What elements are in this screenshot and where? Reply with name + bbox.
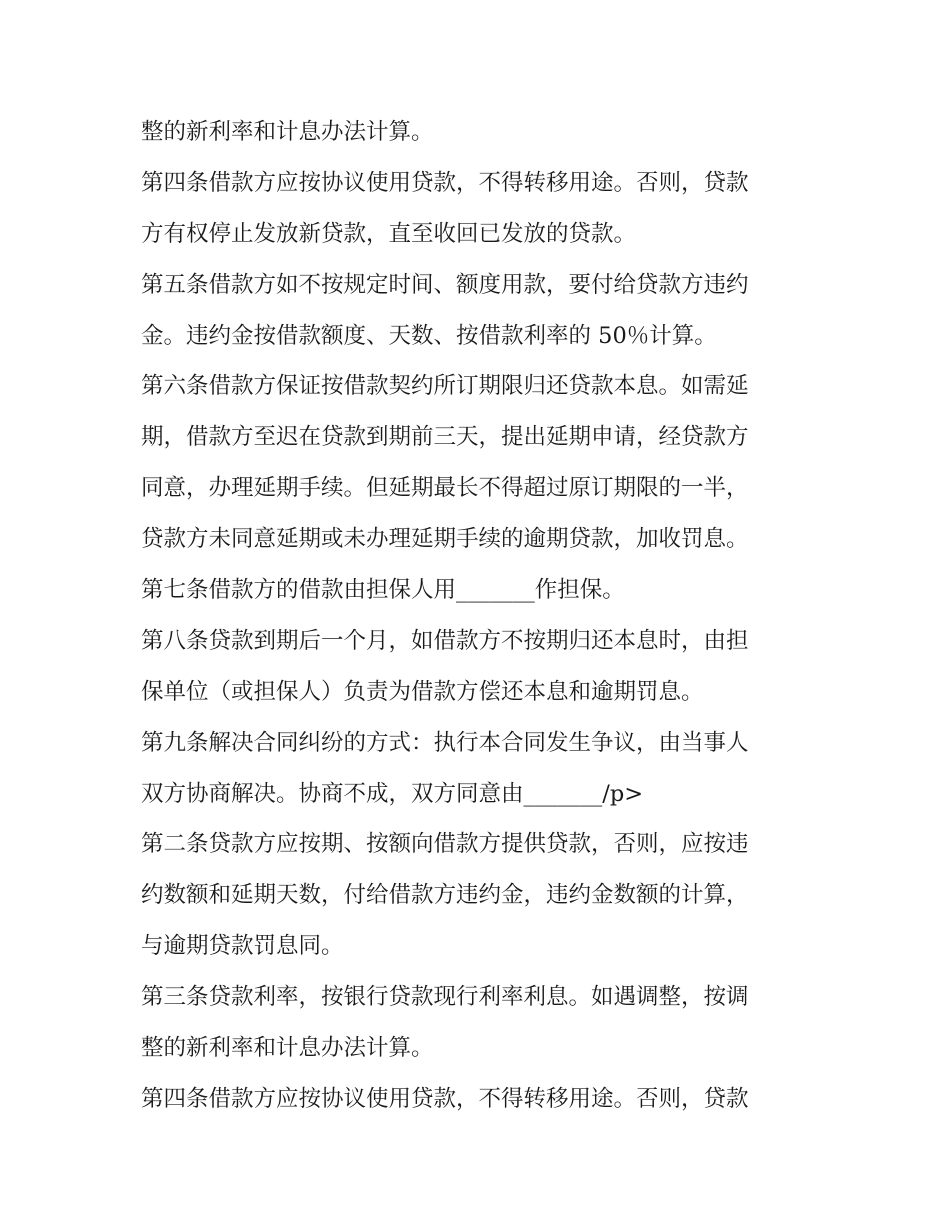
- text-line: 第八条贷款到期后一个月，如借款方不按期归还本息时，由担: [141, 627, 749, 654]
- text-line: 第二条贷款方应按期、按额向借款方提供贷款，否则，应按违: [141, 831, 749, 858]
- text-line: 方有权停止发放新贷款，直至收回已发放的贷款。: [141, 220, 637, 247]
- text-line: 第三条贷款利率，按银行贷款现行利率利息。如遇调整，按调: [141, 984, 749, 1011]
- document-body: [141, 107, 821, 1125]
- text-line: 与逾期贷款罚息同。: [141, 933, 344, 960]
- text-line: 整的新利率和计息办法计算。: [141, 1035, 434, 1062]
- text-line: 第四条借款方应按协议使用贷款，不得转移用途。否则，贷款: [141, 169, 749, 196]
- text-line: 第四条借款方应按协议使用贷款，不得转移用途。否则，贷款: [141, 1085, 749, 1112]
- text-line: 期，借款方至迟在贷款到期前三天，提出延期申请，经贷款方: [141, 424, 749, 451]
- text-line: 第九条解决合同纠纷的方式：执行本合同发生争议，由当事人: [141, 729, 749, 756]
- text-line: 贷款方未同意延期或未办理延期手续的逾期贷款，加收罚息。: [141, 526, 749, 553]
- text-line: 同意，办理延期手续。但延期最长不得超过原订期限的一半，: [141, 475, 749, 502]
- text-line: 保单位（或担保人）负责为借款方偿还本息和逾期罚息。: [141, 678, 704, 705]
- text-line: 第七条借款方的借款由担保人用_______作担保。: [141, 577, 625, 604]
- text-line: 双方协商解决。协商不成，双方同意由_______/p>: [141, 780, 644, 807]
- text-line: 第五条借款方如不按规定时间、额度用款，要付给贷款方违约: [141, 271, 749, 298]
- text-line: 整的新利率和计息办法计算。: [141, 119, 434, 145]
- text-line: 第六条借款方保证按借款契约所订期限归还贷款本息。如需延: [141, 373, 749, 400]
- text-line: 金。违约金按借款额度、天数、按借款利率的 50％计算。: [141, 322, 717, 349]
- text-line: 约数额和延期天数，付给借款方违约金，违约金数额的计算，: [141, 882, 749, 909]
